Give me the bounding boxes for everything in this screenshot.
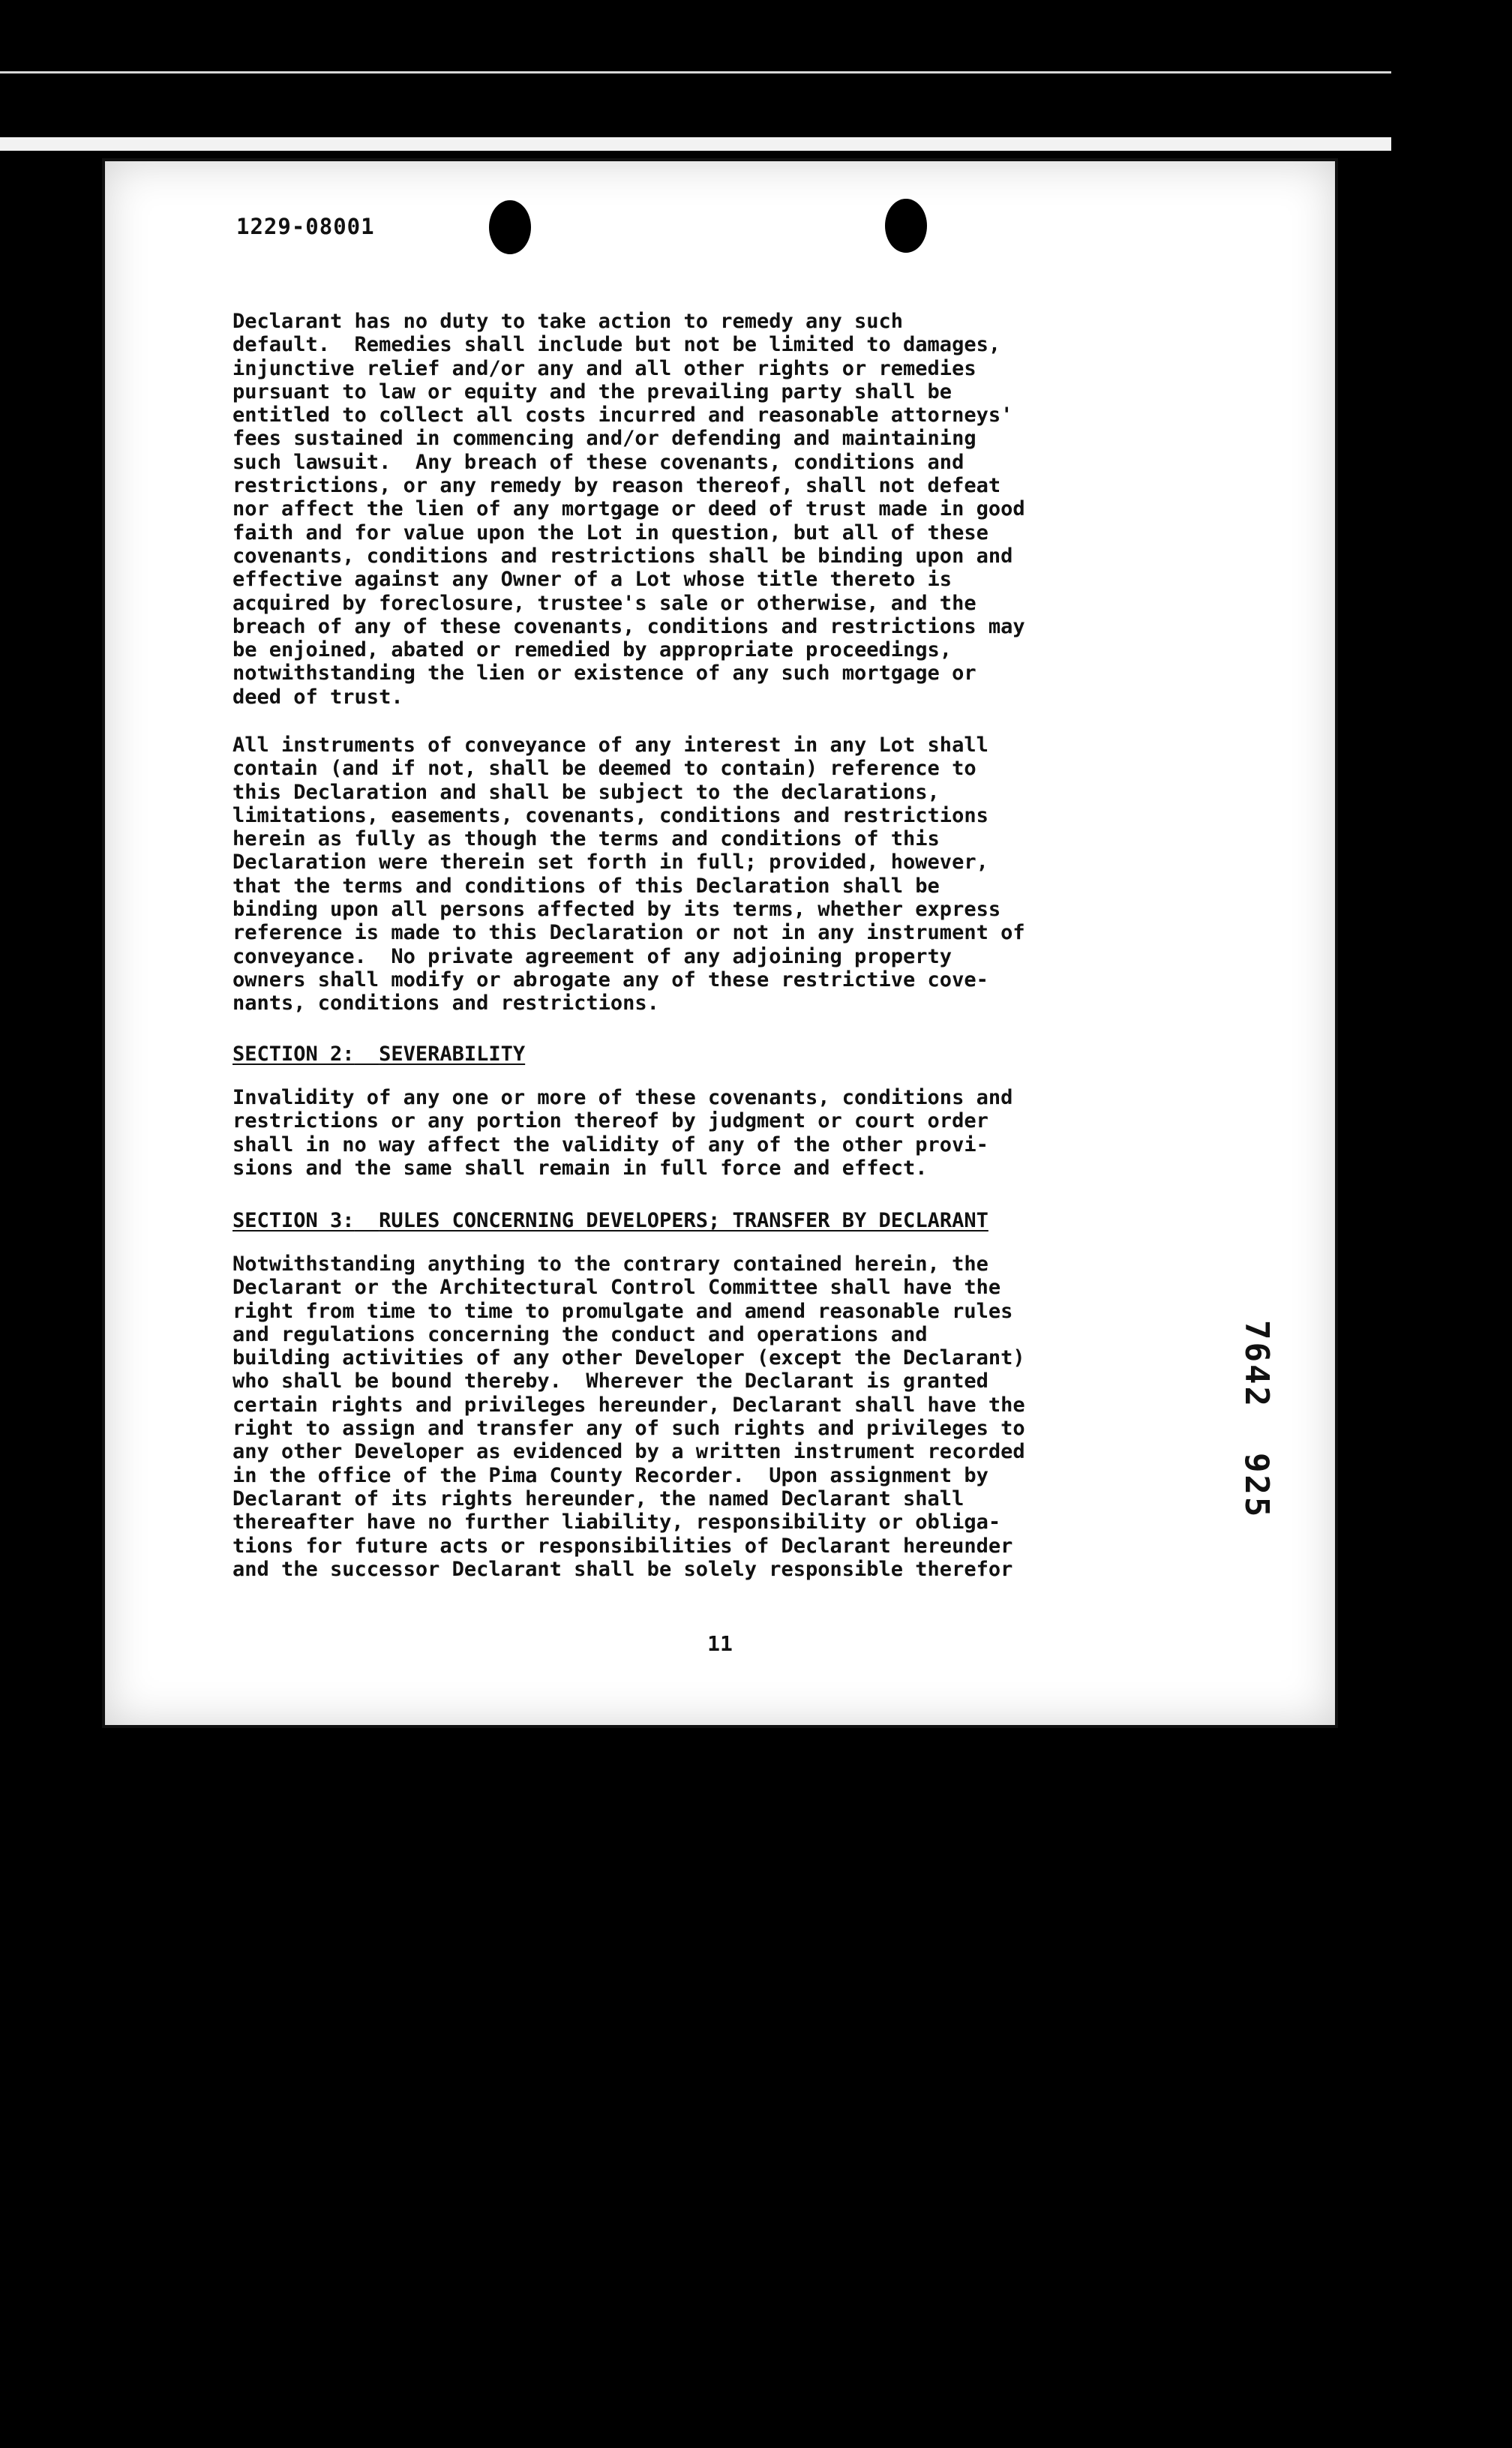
section-number: SECTION 2:: [232, 1042, 355, 1066]
text-line: nor affect the lien of any mortgage or deed of trust made in good: [232, 497, 1025, 521]
scan-border-line: [0, 71, 1391, 74]
text-line: shall in no way affect the validity of any of the other provi-: [232, 1132, 988, 1156]
text-line: entitled to collect all costs incurred and reasonable attorneys': [232, 404, 1013, 428]
text-line: certain rights and privileges hereunder, Declarant shall have the: [232, 1393, 1025, 1417]
text-line: Invalidity of any one or more of these covenants, conditions and: [232, 1086, 1013, 1109]
text-line: nants, conditions and restrictions.: [232, 992, 659, 1016]
text-line: Declarant or the Architectural Control Committee shall have the: [232, 1276, 1001, 1300]
paragraph-conveyance: [232, 734, 1189, 1016]
text-line: conveyance. No private agreement of any adjoining property: [232, 944, 952, 968]
text-line: thereafter have no further liability, responsibility or obliga-: [232, 1510, 1001, 1534]
text-line: building activities of any other Developer (except the Declarant): [232, 1346, 1025, 1370]
text-line: right from time to time to promulgate and amend reasonable rules: [232, 1299, 1013, 1323]
text-line: be enjoined, abated or remedied by appropriate proceedings,: [232, 638, 952, 662]
text-line: tions for future acts or responsibilities of Declarant hereunder: [232, 1534, 1013, 1558]
text-line: and the successor Declarant shall be solely responsible therefor: [232, 1557, 1013, 1581]
text-line: deed of trust.: [232, 685, 404, 709]
section-2-heading: [232, 1042, 525, 1066]
text-line: effective against any Owner of a Lot whose title thereto is: [232, 568, 952, 592]
text-line: faith and for value upon the Lot in question, but all of these: [232, 520, 988, 544]
text-line: this Declaration and shall be subject to the declarations,: [232, 780, 940, 804]
punch-hole-right: [885, 199, 927, 253]
text-line: breach of any of these covenants, conditions and restrictions may: [232, 614, 1025, 638]
text-line: fees sustained in commencing and/or defending and maintaining: [232, 427, 976, 451]
section-title: SEVERABILITY: [379, 1042, 526, 1066]
text-line: acquired by foreclosure, trustee's sale or otherwise, and the: [232, 591, 976, 615]
section-3-heading: [232, 1209, 988, 1232]
text-line: covenants, conditions and restrictions shall be binding upon and: [232, 544, 1013, 568]
text-line: pursuant to law or equity and the prevailing party shall be: [232, 380, 952, 404]
text-line: default. Remedies shall include but not be limited to damages,: [232, 333, 1001, 357]
paragraph-remedies: [232, 310, 1189, 709]
text-line: owners shall modify or abrogate any of these restrictive cove-: [232, 968, 988, 992]
text-line: any other Developer as evidenced by a written instrument recorded: [232, 1440, 1025, 1464]
text-line: sions and the same shall remain in full force and effect.: [232, 1156, 928, 1180]
recording-stamp: 7642 925: [1238, 1320, 1276, 1520]
text-line: notwithstanding the lien or existence of any such mortgage or: [232, 662, 976, 686]
text-line: such lawsuit. Any breach of these covenants, conditions and: [232, 450, 964, 474]
page-number: 11: [707, 1631, 733, 1656]
text-line: restrictions, or any remedy by reason thereof, shall not defeat: [232, 474, 1001, 498]
text-line: reference is made to this Declaration or not in any instrument of: [232, 921, 1025, 945]
text-line: injunctive relief and/or any and all other rights or remedies: [232, 356, 976, 380]
text-line: who shall be bound thereby. Wherever the Declarant is granted: [232, 1370, 988, 1394]
document-page: [105, 161, 1335, 1725]
text-line: Declarant has no duty to take action to remedy any such: [232, 310, 904, 333]
text-line: restrictions or any portion thereof by judgment or court order: [232, 1109, 988, 1133]
text-line: and regulations concerning the conduct and operations and: [232, 1322, 928, 1346]
scan-border-bar: [0, 137, 1391, 151]
text-line: right to assign and transfer any of such rights and privileges to: [232, 1417, 1025, 1441]
text-line: Notwithstanding anything to the contrary contained herein, the: [232, 1252, 988, 1276]
text-line: limitations, easements, covenants, conditions and restrictions: [232, 803, 988, 827]
paragraph-developers: [232, 1252, 1189, 1581]
section-number: SECTION 3:: [232, 1209, 355, 1232]
document-number: 1229-08001: [236, 214, 375, 239]
text-line: in the office of the Pima County Recorder. Upon assignment by: [232, 1463, 988, 1487]
text-line: Declaration were therein set forth in full; provided, however,: [232, 850, 988, 874]
section-title: RULES CONCERNING DEVELOPERS; TRANSFER BY DECLARANT: [379, 1209, 988, 1232]
text-line: binding upon all persons affected by its terms, whether express: [232, 898, 1001, 922]
text-line: Declarant of its rights hereunder, the named Declarant shall: [232, 1486, 964, 1510]
paragraph-severability: [232, 1086, 1189, 1180]
text-line: that the terms and conditions of this Declaration shall be: [232, 874, 940, 898]
text-line: contain (and if not, shall be deemed to contain) reference to: [232, 757, 976, 781]
text-line: All instruments of conveyance of any interest in any Lot shall: [232, 734, 988, 757]
punch-hole-left: [489, 200, 531, 254]
text-line: herein as fully as though the terms and conditions of this: [232, 827, 940, 851]
